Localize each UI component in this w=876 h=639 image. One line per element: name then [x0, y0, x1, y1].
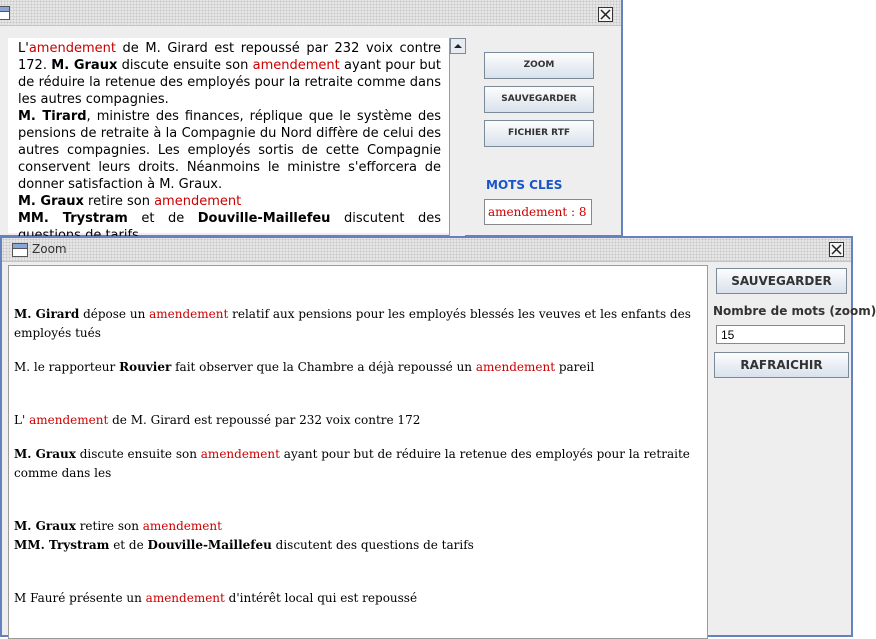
- main-window: [0, 0, 623, 237]
- text-run: de M. Girard est repoussé par 232 voix contre 172: [108, 413, 421, 427]
- keyword-highlight: amendement: [200, 447, 280, 461]
- speaker-name: Douville-Maillefeu: [147, 538, 272, 552]
- speaker-name: M. Graux: [14, 447, 76, 461]
- text-run: retire son: [75, 519, 143, 533]
- keyword-highlight: amendement: [145, 591, 225, 605]
- text-run: discute ensuite son: [117, 58, 253, 73]
- scroll-up-arrow-icon[interactable]: [450, 38, 466, 54]
- text-run: , ministre des finances, réplique que le système des pensions de retraite à la Compagnie du Nord diffère de celui des autres compagnies. Les employés sortis de cette Compagnie conservent leurs droits. Néanmoins le ministre s'efforcera de donner satisfaction à M. Graux.: [18, 109, 441, 192]
- text-run: retire son: [83, 194, 155, 209]
- window-icon: [12, 243, 28, 257]
- text-run: M. le rapporteur: [14, 360, 120, 374]
- speaker-name: M. Graux: [51, 58, 118, 73]
- keywords-label: MOTS CLES: [486, 178, 563, 192]
- zoom-save-button[interactable]: SAUVEGARDER: [716, 268, 847, 294]
- document-paragraph: [18, 193, 441, 210]
- zoom-window-titlebar[interactable]: [2, 238, 851, 262]
- text-run: relatif aux pensions pour les employés blessés les veuves et les enfants des employés tués: [14, 307, 691, 340]
- word-count-input[interactable]: [716, 325, 845, 344]
- keyword-highlight: amendement: [154, 194, 242, 209]
- text-run: d'intérêt local qui est repoussé: [224, 591, 418, 605]
- keyword-highlight: amendement: [149, 307, 229, 321]
- speaker-name: Douville-Maillefeu: [197, 211, 331, 226]
- speaker-name: M. Tirard: [18, 109, 87, 124]
- text-run: discutent des: [343, 211, 441, 226]
- keyword-highlight: amendement: [252, 58, 340, 73]
- text-run: M Fauré présente un: [14, 591, 146, 605]
- text-run: fait observer que la Chambre a déjà repoussé un: [171, 360, 476, 374]
- speaker-name: MM. Trystram: [14, 538, 110, 552]
- zoom-window: [0, 236, 876, 637]
- document-scrollbar[interactable]: [449, 38, 465, 237]
- speaker-name: Rouvier: [119, 360, 172, 374]
- zoom-paragraph: [14, 445, 699, 483]
- text-run: dépose un: [79, 307, 150, 321]
- text-run: discutent des questions de tarifs: [271, 538, 474, 552]
- text-run: discute ensuite son: [75, 447, 201, 461]
- text-run: ayant pour but de réduire la retenue des employés pour la retraite comme dans les autres compagnies.: [18, 58, 441, 107]
- main-window-titlebar[interactable]: [0, 0, 621, 26]
- keywords-list-item[interactable]: amendement : 8: [484, 199, 592, 225]
- word-count-label: Nombre de mots (zoom): [713, 304, 876, 318]
- keyword-highlight: amendement: [142, 519, 222, 533]
- close-icon[interactable]: [829, 242, 844, 257]
- speaker-name: M. Graux: [14, 519, 76, 533]
- document-text-area[interactable]: [8, 38, 449, 233]
- speaker-name: MM. Trystram: [18, 211, 128, 226]
- text-run: L': [18, 41, 29, 56]
- zoom-paragraph: [14, 411, 699, 430]
- text-run: pareil: [555, 360, 595, 374]
- text-run: ayant pour but de réduire la retenue des employés pour la retraite comme dans les: [14, 447, 690, 480]
- speaker-name: M. Girard: [14, 307, 80, 321]
- keyword-highlight: amendement: [28, 41, 116, 56]
- keyword-highlight: amendement: [475, 360, 556, 374]
- speaker-name: M. Graux: [18, 194, 84, 209]
- zoom-paragraph: [14, 358, 699, 377]
- text-run: L': [14, 413, 30, 427]
- zoom-window-title: Zoom: [32, 242, 67, 256]
- text-run: de M. Girard est repoussé par 232 voix contre 172.: [18, 41, 441, 73]
- document-paragraph: [18, 40, 441, 108]
- window-icon: [0, 6, 10, 20]
- zoom-text-area[interactable]: [8, 265, 708, 639]
- rtf-file-button[interactable]: FICHIER RTF: [484, 120, 594, 147]
- zoom-paragraph: [14, 305, 699, 343]
- save-button[interactable]: SAUVEGARDER: [484, 86, 594, 113]
- keyword-highlight: amendement: [29, 413, 109, 427]
- zoom-paragraph: [14, 536, 699, 555]
- zoom-button[interactable]: ZOOM: [484, 52, 594, 79]
- document-paragraph: [18, 108, 441, 193]
- text-run: et de: [109, 538, 148, 552]
- zoom-paragraph: [14, 589, 699, 608]
- text-run: et de: [127, 211, 198, 226]
- zoom-paragraph: [14, 517, 699, 536]
- close-icon[interactable]: [598, 7, 613, 22]
- refresh-button[interactable]: RAFRAICHIR: [714, 352, 849, 378]
